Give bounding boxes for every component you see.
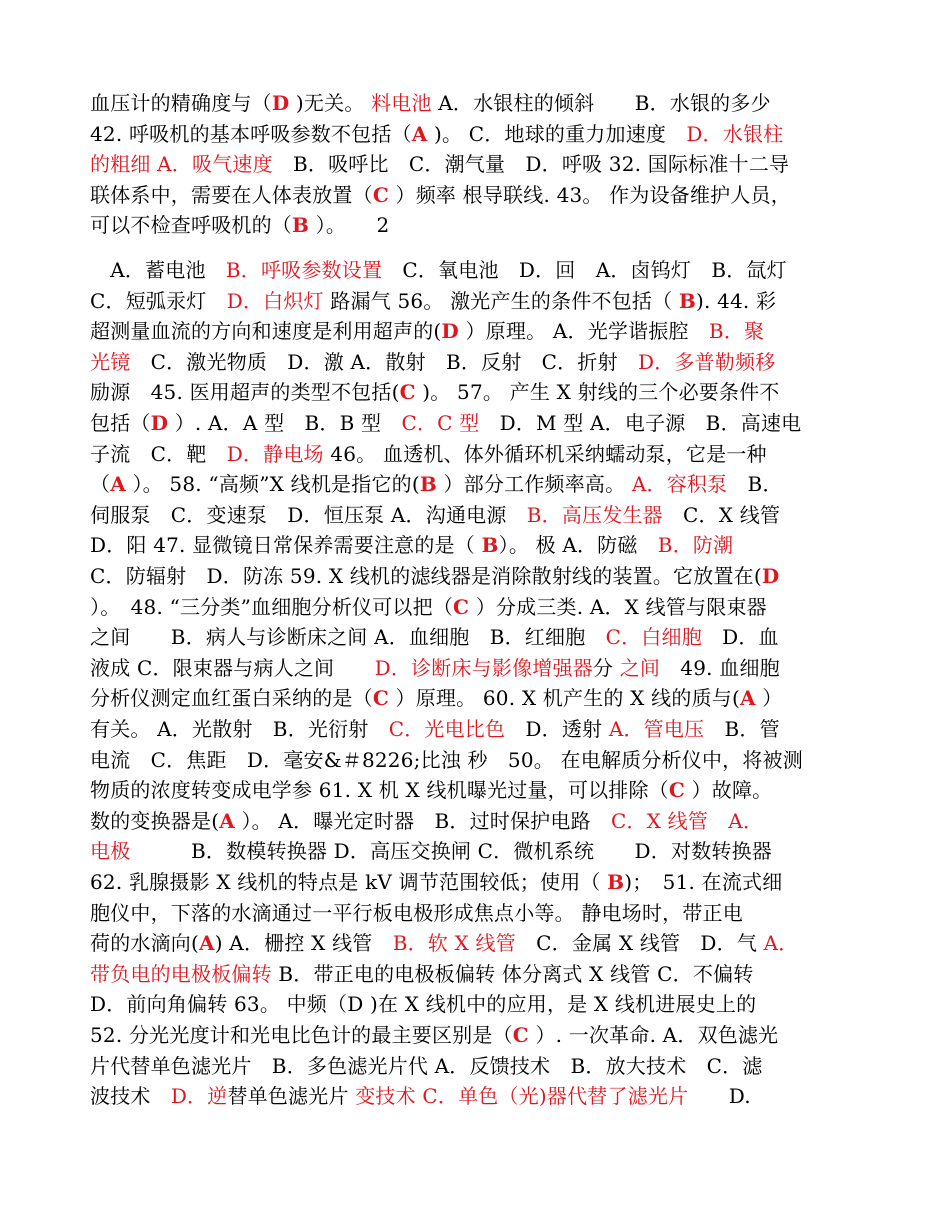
text-line <box>90 653 780 683</box>
body-text: B．管 <box>704 717 780 741</box>
text-line <box>90 959 753 989</box>
body-text: ）。 58. “高频”X 线机是指它的( <box>125 472 420 497</box>
body-text: D．M 型 A．电子源 B．高速电 <box>479 411 802 435</box>
text-line <box>90 989 756 1019</box>
body-text: ) A．栅控 X 线管 <box>214 931 393 956</box>
answer-letter: D <box>761 564 780 588</box>
answer-letter: C <box>399 380 416 405</box>
answer-text: 光镜 <box>90 349 131 374</box>
text-line <box>90 530 733 560</box>
body-text: 52. 分光光度计和光电比色计的最主要区别是（ <box>90 1023 513 1047</box>
body-text: )； 51. 在流式细 <box>624 870 783 894</box>
answer-text: C．光电比色 <box>388 717 506 741</box>
body-text: ）. A．A 型 B．B 型 <box>168 411 402 435</box>
answer-letter: C <box>372 182 389 207</box>
answer-text: 电极 <box>90 839 131 864</box>
answer-text: D．诊断床与影像增强器 <box>374 655 593 680</box>
body-text: 联体系中，需要在人体表放置（ <box>90 182 373 207</box>
body-text: 分 <box>592 655 620 680</box>
answer-letter: B <box>419 472 437 497</box>
body-text: （ <box>90 472 111 497</box>
body-text: ）. 一次革命. A．双色滤光 <box>528 1023 779 1047</box>
body-text: )。 C．地球的重力加速度 <box>427 121 687 146</box>
body-text: ）原理。 A．光学谐振腔 <box>458 319 709 344</box>
text-line <box>90 408 801 438</box>
answer-text: B．软 X 线管 <box>392 931 516 956</box>
body-text: )。 57。 产生 X 射线的三个必要条件不 <box>415 380 780 405</box>
body-text: ） <box>755 686 783 711</box>
answer-text: B．高压发生器 <box>526 502 663 527</box>
body-text <box>708 809 728 833</box>
body-text: C．激光物质 D．激 A．散射 B．反射 C．折射 <box>130 349 638 374</box>
answer-letter: A <box>739 686 756 711</box>
text-line <box>90 210 389 240</box>
body-text: 可以不检查呼吸机的（ <box>90 213 292 238</box>
text-line <box>90 1081 751 1111</box>
text-line <box>90 745 803 775</box>
answer-letter: C <box>372 686 389 711</box>
text-line <box>90 255 787 285</box>
answer-text: A． <box>728 808 764 833</box>
answer-text: C．白细胞 <box>605 625 702 650</box>
text-line <box>90 714 780 744</box>
body-text: B．吸呼比 C．潮气量 D．呼吸 32. 国际标准十二导 <box>272 152 790 177</box>
answer-text: A． <box>763 931 799 956</box>
text-line <box>90 806 763 836</box>
body-text: D. <box>688 1084 751 1109</box>
text-line <box>90 119 783 149</box>
body-text: 49. 血细胞 <box>660 655 780 680</box>
body-text: ）故障。 <box>685 778 773 803</box>
text-line <box>90 592 767 622</box>
body-text: C．短弧汞灯 <box>90 288 227 313</box>
text-line <box>90 469 783 499</box>
body-text: 有关。 A．光散射 B．光衍射 <box>90 717 389 741</box>
answer-letter: C <box>668 778 685 803</box>
text-line <box>90 1051 763 1081</box>
body-text: C．氧电池 D．回 A．卤钨灯 B．氙灯 <box>382 258 787 282</box>
text-line <box>90 867 782 897</box>
text-line <box>90 1020 778 1050</box>
body-text: B． <box>727 472 783 497</box>
text-line <box>90 377 780 407</box>
answer-text: B．呼吸参数设置 <box>225 258 383 282</box>
body-text: 数的变换器是( <box>90 808 220 833</box>
text-line <box>90 500 780 530</box>
body-text: D．血 <box>701 625 779 650</box>
body-text: 分析仪测定血红蛋白采纳的是（ <box>90 686 373 711</box>
body-text: D．透射 <box>505 717 609 741</box>
answer-text: D．水银柱 <box>686 121 784 146</box>
body-text: 46。 血透机、体外循环机采纳蠕动泵，它是一种 <box>323 441 767 466</box>
body-text: 伺服泵 C．变速泵 D．恒压泵 A．沟通电源 <box>90 502 527 527</box>
answer-text: 变技术 C．单色（光)器代替了滤光片 <box>355 1084 689 1109</box>
answer-text: D．多普勒频移 <box>637 349 776 374</box>
text-line <box>90 775 772 805</box>
body-text: B．带正电的电极板偏转 体分离式 X 线管 C．不偏转 <box>271 961 754 986</box>
text-line <box>90 347 775 377</box>
answer-text: C．X 线管 <box>610 808 709 833</box>
answer-letter: A <box>219 808 235 833</box>
answer-letter: A <box>199 931 215 956</box>
answer-letter: B <box>481 533 499 558</box>
answer-letter: C <box>453 594 470 619</box>
body-text: 血压计的精确度与（ <box>90 91 272 115</box>
answer-text: 的粗细 A．吸气速度 <box>90 152 273 177</box>
body-text: ）分成三类. A．X 线管与限束器 <box>469 594 767 619</box>
body-text: 励源 45. 医用超声的类型不包括( <box>90 380 400 405</box>
answer-letter: D <box>441 319 459 344</box>
body-text: 替单色滤光片 <box>227 1084 356 1109</box>
answer-text: A．容积泵 <box>631 472 728 497</box>
body-text: 42. 呼吸机的基本呼吸参数不包括（ <box>90 121 412 146</box>
answer-text: B．防潮 <box>657 533 734 558</box>
body-text: ）频率 根导联线. 43。 作为设备维护人员， <box>388 182 791 207</box>
body-text: C．X 线管 <box>662 502 781 527</box>
body-text: D．阳 47. 显微镜日常保养需要注意的是（ <box>90 533 482 558</box>
body-text: 波技术 <box>90 1084 171 1109</box>
answer-text: 带负电的电极板偏转 <box>90 961 272 986</box>
answer-letter: B <box>292 213 310 238</box>
answer-letter: B <box>607 870 625 894</box>
body-text: ）。 极 A．防磁 <box>498 533 658 558</box>
body-text: 子流 C．靶 <box>90 441 227 466</box>
body-text: ）。 A．曝光定时器 B．过时保护电路 <box>234 808 611 833</box>
body-text: A．水银柱的倾斜 B．水银的多少 <box>431 91 771 115</box>
text-line <box>90 286 776 316</box>
answer-letter: D <box>271 91 290 115</box>
body-text: ）原理。 60. X 机产生的 X 线的质与( <box>388 686 740 711</box>
body-text: 胞仪中，下落的水滴通过一平行板电极形成焦点小等。 静电场时，带正电 <box>90 900 743 925</box>
text-line <box>90 622 779 652</box>
body-text: ）。 48. “三分类”血细胞分析仪可以把（ <box>90 594 454 619</box>
answer-letter: A <box>110 472 126 497</box>
answer-text: 料电池 <box>371 91 432 115</box>
body-text: C．防辐射 D．防冻 59. X 线机的滤线器是消除散射线的装置。它放置在( <box>90 564 762 588</box>
body-text: ）。 2 <box>309 213 390 238</box>
text-line <box>90 836 772 866</box>
body-text: B．数模转换器 D．高压交换闸 C．微机系统 D．对数转换器 <box>130 839 772 864</box>
body-text: 路漏气 56。 激光产生的条件不包括（ <box>323 288 679 313</box>
answer-letter: D <box>150 411 169 435</box>
body-text: ）部分工作频率高。 <box>436 472 632 497</box>
body-text: 片代替单色滤光片 B．多色滤光片代 A．反馈技术 B．放大技术 C．滤 <box>90 1053 763 1078</box>
text-line <box>90 180 791 210</box>
body-text: ). 44. 彩 <box>695 288 777 313</box>
text-line <box>90 683 782 713</box>
text-line <box>90 561 779 591</box>
answer-text: D．逆 <box>170 1084 228 1109</box>
answer-text: D．静电场 <box>226 441 324 466</box>
text-line <box>90 88 771 118</box>
text-line <box>90 928 798 958</box>
body-text: 电流 C．焦距 D．毫安&＃8226;比浊 秒 50。 在电解质分析仪中，将被测 <box>90 747 803 772</box>
text-line <box>90 316 764 346</box>
answer-text: C．C 型 <box>401 411 480 435</box>
text-line <box>90 439 767 469</box>
answer-text: D．白炽灯 <box>226 288 324 313</box>
body-text: )无关。 <box>289 91 372 115</box>
body-text: C．金属 X 线管 D．气 <box>515 931 764 956</box>
body-text: D．前向角偏转 63。 中频（D )在 X 线机中的应用，是 X 线机进展史上的 <box>90 992 757 1017</box>
text-line <box>90 898 743 928</box>
body-text: 荷的水滴向( <box>90 931 200 956</box>
answer-text: B．聚 <box>708 319 765 344</box>
body-text: 超测量血流的方向和速度是利用超声的( <box>90 319 442 344</box>
body-text: 液成 C．限束器与病人之间 <box>90 655 375 680</box>
body-text: 包括（ <box>90 411 151 435</box>
body-text: A．蓄电池 <box>90 258 226 282</box>
body-text: 之间 B．病人与诊断床之间 A．血细胞 B．红细胞 <box>90 625 606 650</box>
body-text: 62. 乳腺摄影 X 线机的特点是 kV 调节范围较低；使用（ <box>90 870 608 894</box>
answer-letter: B <box>678 288 696 313</box>
answer-text: A．管电压 <box>608 717 705 741</box>
answer-letter: C <box>512 1023 529 1047</box>
answer-letter: A <box>411 121 428 146</box>
answer-text: 之间 <box>619 655 661 680</box>
text-line <box>90 149 789 179</box>
body-text: 物质的浓度转变成电学参 61. X 机 X 线机曝光过量，可以排除（ <box>90 778 669 803</box>
